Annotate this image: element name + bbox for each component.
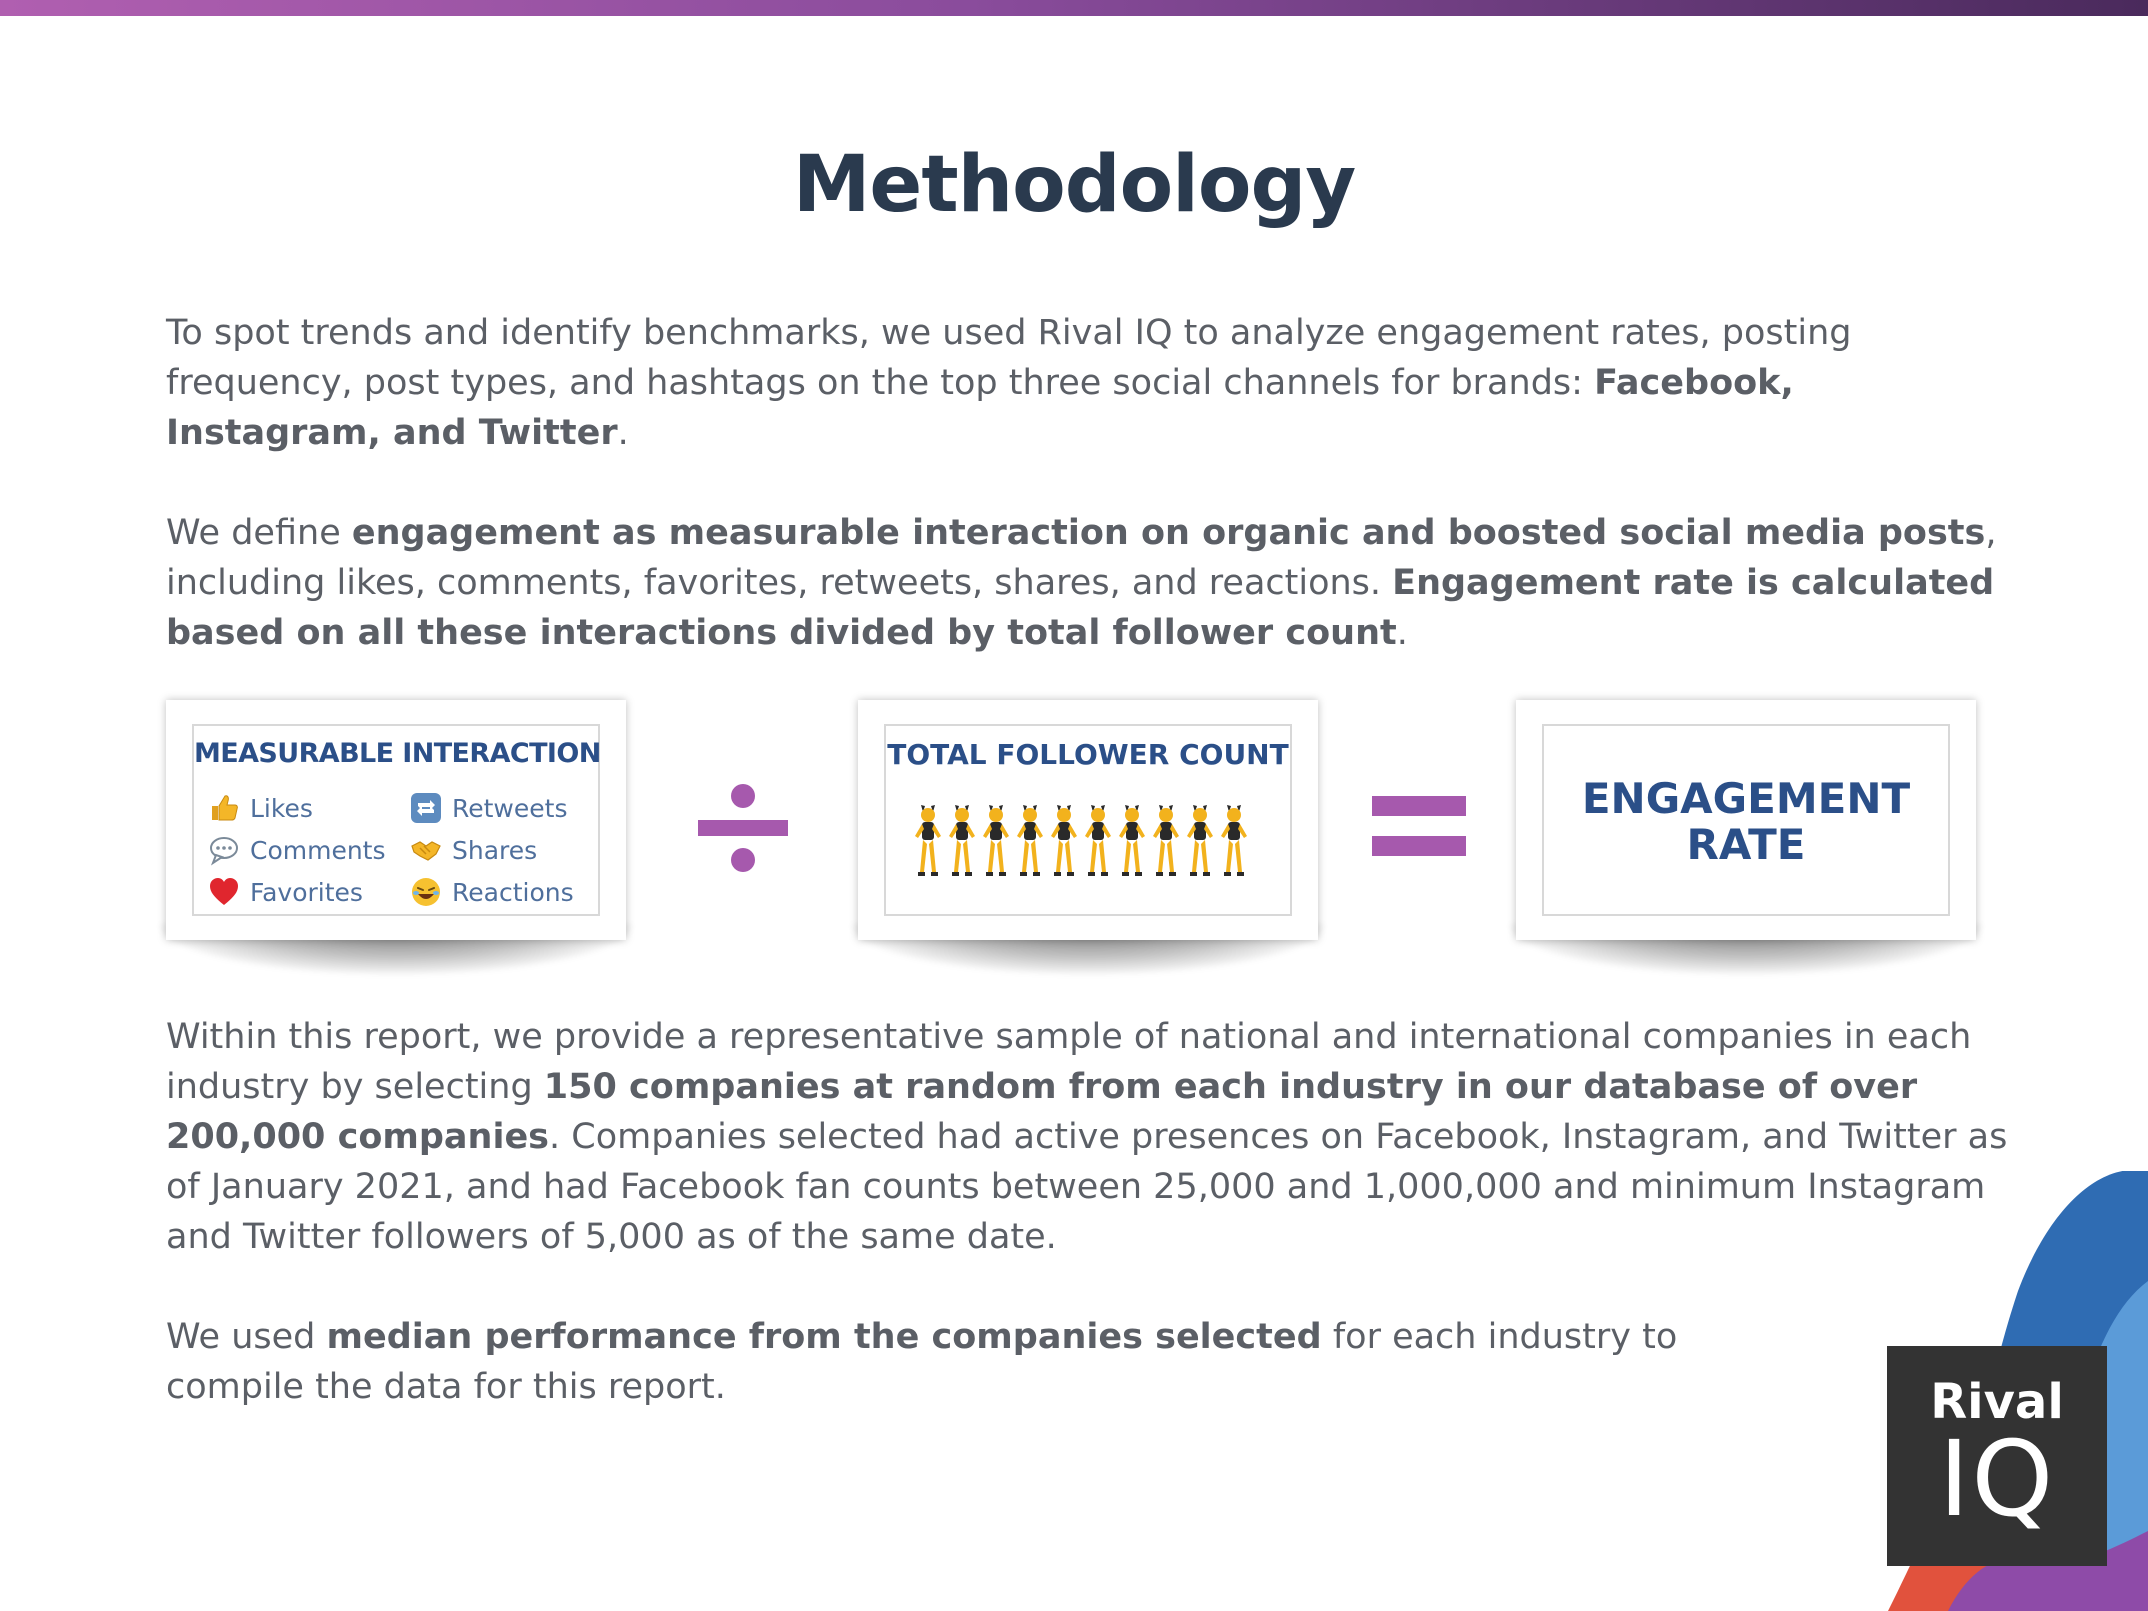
interaction-shares	[410, 830, 537, 870]
interaction-retweets	[410, 788, 567, 828]
follower-person-icon	[1014, 802, 1046, 878]
card-frame	[884, 724, 1292, 916]
logo-iq-text: IQ	[1938, 1418, 2056, 1540]
follower-person-icon	[1218, 802, 1250, 878]
total-follower-count-card	[858, 700, 1318, 940]
divide-sign-icon	[693, 778, 793, 878]
measurable-interaction-card	[166, 700, 626, 940]
median-bold: median performance from the companies selected	[326, 1317, 1322, 1357]
interaction-label: Shares	[452, 835, 538, 865]
sample-text-b: . Companies selected had active presences on Facebook, Instagram, and Twitter as of January 2021, and had Facebook fan counts between 25,000 and 1,000,000 and minimum Instagram and Twitter followers of 5,000 as of the same date.	[166, 1117, 2008, 1257]
definition-text-b: , including likes, comments, favorites, retweets, shares, and reactions.	[166, 513, 1997, 603]
heart-icon	[208, 876, 240, 908]
median-text-b: for each industry to compile the data for this report.	[166, 1317, 1678, 1407]
follower-person-icon	[946, 802, 978, 878]
top-gradient-bar	[0, 0, 2148, 16]
page-title: Methodology	[792, 140, 1356, 230]
interaction-label: Retweets	[452, 793, 568, 823]
median-paragraph	[166, 1312, 1686, 1412]
interaction-label: Reactions	[452, 877, 574, 907]
logo-rival-text: Rival	[1930, 1374, 2064, 1430]
engagement-rate-label	[1544, 776, 1948, 868]
follower-person-icon	[1048, 802, 1080, 878]
card-body	[166, 700, 626, 940]
interaction-likes	[208, 788, 313, 828]
engagement-rate-line2: RATE	[1686, 820, 1806, 869]
total-follower-count-title: TOTAL FOLLOWER COUNT	[887, 738, 1289, 771]
measurable-interaction-title: MEASURABLE INTERACTION	[194, 738, 601, 769]
follower-person-icon	[1150, 802, 1182, 878]
intro-channels: Facebook, Instagram, and Twitter	[166, 363, 1794, 453]
intro-text: To spot trends and identify benchmarks, we used Rival IQ to analyze engagement rates, posting frequency, post types, and hashtags on the top three social channels for brands:	[166, 313, 1852, 403]
equals-sign-icon	[1370, 792, 1470, 892]
intro-end: .	[617, 413, 629, 453]
definition-bold-a: engagement as measurable interaction on organic and boosted social media posts	[351, 513, 1986, 553]
sample-text-a: Within this report, we provide a representative sample of national and international companies in each industry by selecting	[166, 1017, 1972, 1107]
handshake-icon	[410, 834, 442, 866]
follower-person-icon	[912, 802, 944, 878]
followers-illustration	[912, 802, 1250, 882]
intro-paragraph	[166, 308, 2006, 458]
speech-bubble-icon	[208, 834, 240, 866]
sample-bold: 150 companies at random from each industry in our database of over 200,000 companies	[166, 1067, 1918, 1157]
follower-person-icon	[1082, 802, 1114, 878]
card-frame	[192, 724, 600, 916]
card-body	[858, 700, 1318, 940]
definition-text-a: We define	[166, 513, 352, 553]
card-frame	[1542, 724, 1950, 916]
definition-paragraph	[166, 508, 2006, 658]
card-body	[1516, 700, 1976, 940]
laughing-face-icon	[410, 876, 442, 908]
engagement-rate-card	[1516, 700, 1976, 940]
follower-person-icon	[1184, 802, 1216, 878]
follower-person-icon	[1116, 802, 1148, 878]
interaction-label: Likes	[250, 793, 313, 823]
engagement-rate-line1: ENGAGEMENT	[1581, 774, 1911, 823]
rival-iq-logo	[1887, 1346, 2107, 1566]
retweet-icon	[410, 792, 442, 824]
interaction-favorites	[208, 872, 363, 912]
interaction-comments	[208, 830, 386, 870]
median-text-a: We used	[166, 1317, 327, 1357]
thumbs-up-icon	[208, 792, 240, 824]
interaction-label: Favorites	[250, 877, 363, 907]
follower-person-icon	[980, 802, 1012, 878]
interaction-label: Comments	[250, 835, 386, 865]
definition-bold-b: Engagement rate is calculated based on all these interactions divided by total follower count	[166, 563, 1995, 653]
definition-end: .	[1396, 613, 1408, 653]
interaction-reactions	[410, 872, 574, 912]
